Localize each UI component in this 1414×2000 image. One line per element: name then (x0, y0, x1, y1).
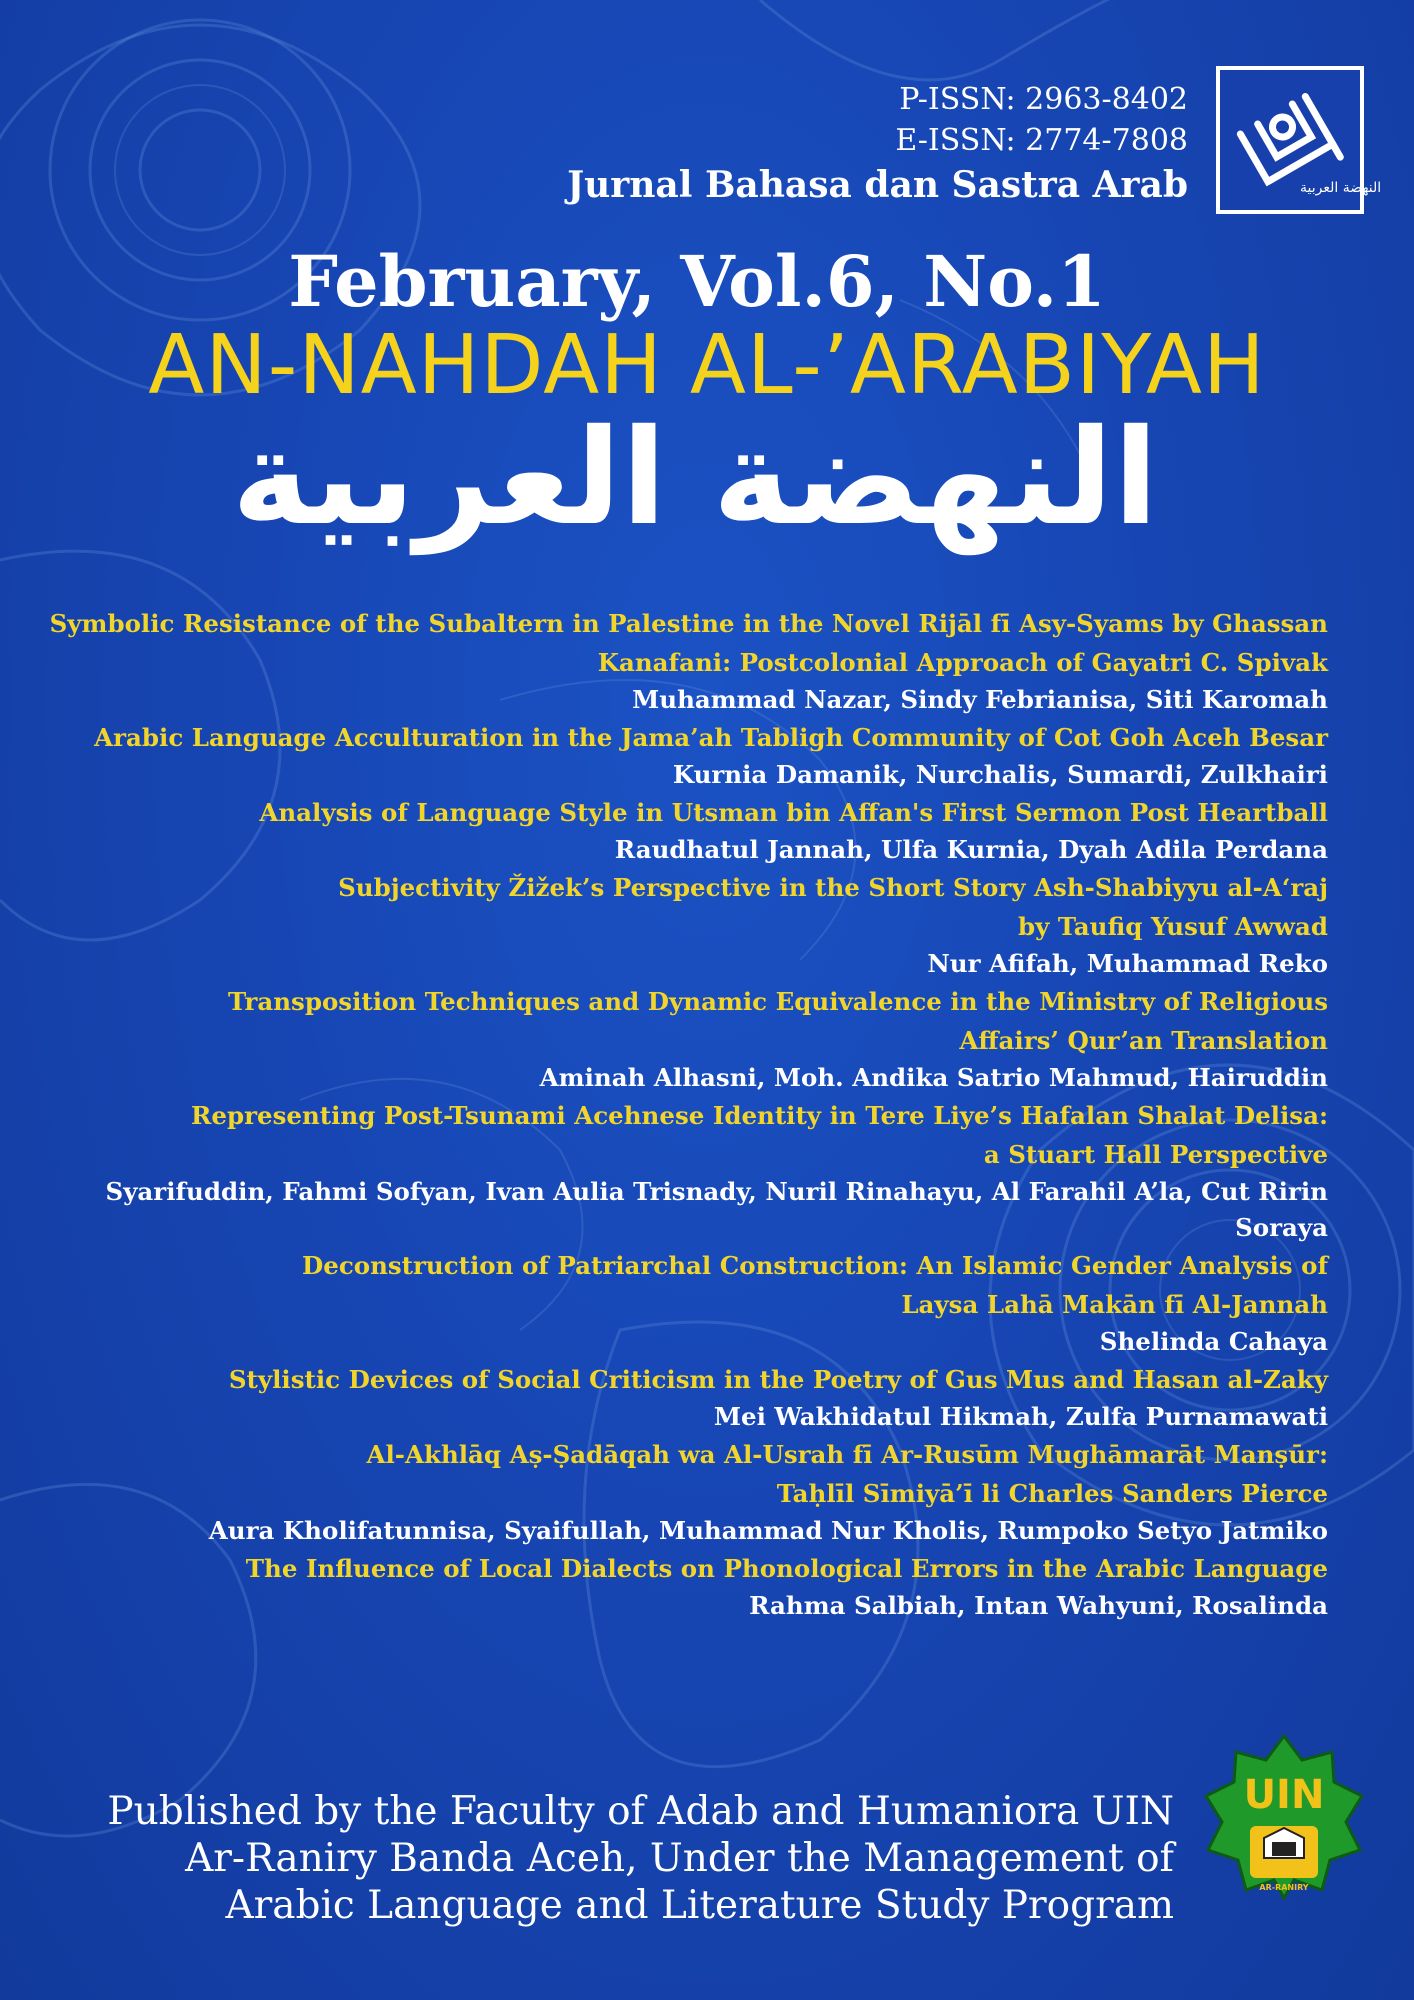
article-authors: Nur Afifah, Muhammad Reko (927, 949, 1328, 978)
article-entry (18, 1435, 1328, 1549)
article-authors: Kurnia Damanik, Nurchalis, Sumardi, Zulkhairi (672, 760, 1328, 789)
article-title: a Stuart Hall Perspective (983, 1140, 1328, 1169)
article-title: Deconstruction of Patriarchal Construction: An Islamic Gender Analysis of (301, 1251, 1328, 1280)
article-entry (18, 1549, 1328, 1624)
article-authors: Mei Wakhidatul Hikmah, Zulfa Purnamawati (713, 1402, 1328, 1431)
publisher-line: Published by the Faculty of Adab and Humaniora UIN (107, 1789, 1174, 1834)
article-title: Taḥlīl Sīmiyā’ī li Charles Sanders Pierce (776, 1479, 1328, 1508)
article-authors: Rahma Salbiah, Intan Wahyuni, Rosalinda (749, 1591, 1328, 1620)
article-entry (18, 982, 1328, 1096)
article-entry (18, 718, 1328, 793)
journal-subtitle: Jurnal Bahasa dan Sastra Arab (567, 164, 1188, 206)
article-title: Affairs’ Qur’an Translation (959, 1026, 1328, 1055)
article-title: Representing Post-Tsunami Acehnese Identity in Tere Liye’s Hafalan Shalat Delisa: (191, 1101, 1328, 1130)
publisher-line: Ar-Raniry Banda Aceh, Under the Management of (185, 1836, 1174, 1881)
publisher-line: Arabic Language and Literature Study Program (225, 1883, 1174, 1928)
article-list (18, 604, 1328, 1624)
e-issn: E-ISSN: 2774-7808 (895, 123, 1188, 158)
article-authors: Syarifuddin, Fahmi Sofyan, Ivan Aulia Trisnady, Nuril Rinahayu, Al Farahil A’la, Cut Ririn Soraya (105, 1177, 1328, 1242)
article-title: Subjectivity Žižek’s Perspective in the Short Story Ash-Shabiyyu al-A‘raj (338, 873, 1328, 902)
article-title: Analysis of Language Style in Utsman bin Affan's First Sermon Post Heartball (259, 798, 1328, 827)
article-authors: Aura Kholifatunnisa, Syaifullah, Muhammad Nur Kholis, Rumpoko Setyo Jatmiko (208, 1516, 1328, 1545)
journal-title-arabic: النهضة العربية (231, 401, 1159, 555)
journal-title: AN-NAHDAH AL-’ARABIYAH (148, 318, 1266, 413)
article-title: Symbolic Resistance of the Subaltern in Palestine in the Novel Rijāl fī Asy-Syams by Ghassan (49, 609, 1328, 638)
article-title: Stylistic Devices of Social Criticism in the Poetry of Gus Mus and Hasan al-Zaky (228, 1365, 1328, 1394)
university-logo (1198, 1730, 1370, 1902)
publisher-statement (74, 1788, 1174, 1929)
article-authors: Raudhatul Jannah, Ulfa Kurnia, Dyah Adila Perdana (614, 835, 1328, 864)
p-issn: P-ISSN: 2963-8402 (899, 82, 1188, 117)
article-entry (18, 868, 1328, 982)
article-entry (18, 1096, 1328, 1246)
article-entry (18, 793, 1328, 868)
svg-text:UIN: UIN (1243, 1772, 1325, 1818)
article-title: The Influence of Local Dialects on Phonological Errors in the Arabic Language (245, 1554, 1328, 1583)
article-authors: Aminah Alhasni, Moh. Andika Satrio Mahmud, Hairuddin (539, 1063, 1328, 1092)
article-entry (18, 604, 1328, 718)
article-authors: Shelinda Cahaya (1099, 1327, 1328, 1356)
svg-text:النهضة العربية: النهضة العربية (1300, 180, 1382, 196)
article-title: Arabic Language Acculturation in the Jama’ah Tabligh Community of Cot Goh Aceh Besar (94, 723, 1328, 752)
article-entry (18, 1246, 1328, 1360)
article-title: Al-Akhlāq Aṣ-Ṣadāqah wa Al-Usrah fī Ar-Rusūm Mughāmarāt Manṣūr: (366, 1440, 1328, 1469)
article-entry (18, 1360, 1328, 1435)
journal-logo (1216, 66, 1382, 214)
article-title: Transposition Techniques and Dynamic Equivalence in the Ministry of Religious (228, 987, 1328, 1016)
issue-info: February, Vol.6, No.1 (288, 240, 1106, 323)
article-title: Kanafani: Postcolonial Approach of Gayatri C. Spivak (597, 648, 1328, 677)
article-title: by Taufiq Yusuf Awwad (1018, 912, 1328, 941)
svg-text:AR-RANIRY: AR-RANIRY (1259, 1883, 1309, 1892)
article-title: Laysa Lahā Makān fī Al-Jannah (901, 1290, 1328, 1319)
article-authors: Muhammad Nazar, Sindy Febrianisa, Siti Karomah (632, 685, 1328, 714)
